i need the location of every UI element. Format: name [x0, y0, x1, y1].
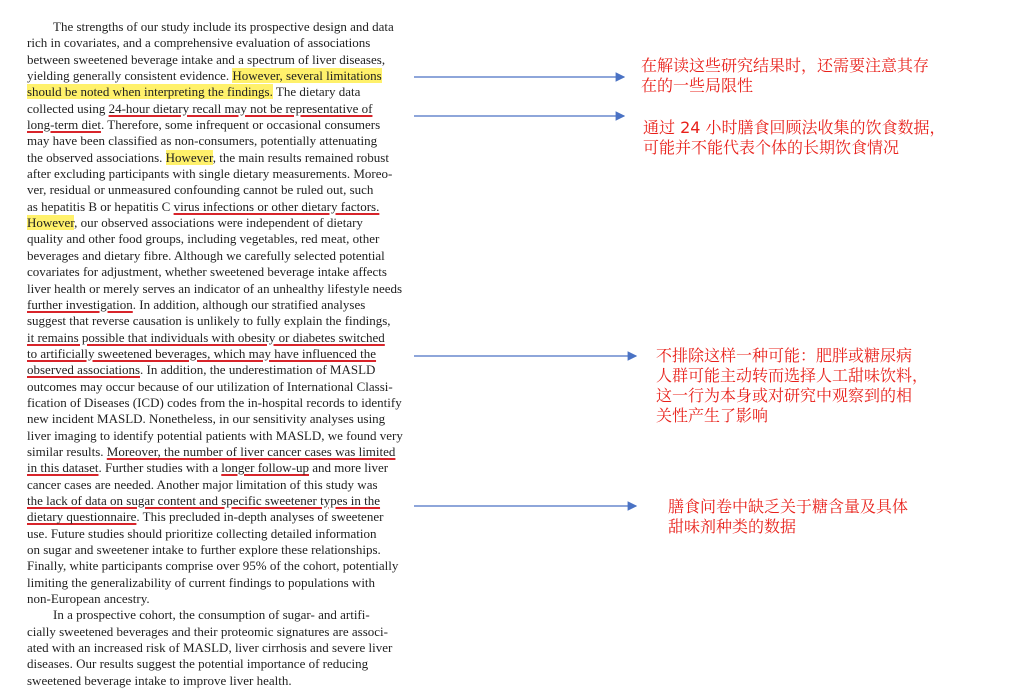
highlighted-text: should be noted when interpreting the findings. [27, 84, 273, 100]
text-run: use. Future studies should prioritize collecting detailed information [27, 525, 377, 541]
annotation-reverse-causation [656, 346, 928, 426]
annotation-line: 关性产生了影响 [656, 406, 769, 425]
annotation-limitations [641, 56, 929, 96]
underlined-text: further investigation [27, 296, 133, 312]
text-run: covariates for adjustment, whether sweetened beverage intake affects [27, 264, 387, 280]
text-run: . Therefore, some infrequent or occasional consumers [101, 117, 381, 133]
annotation-line: 通过 24 小时膳食回顾法收集的饮食数据， [643, 118, 946, 137]
text-run: . This precluded in-depth analyses of sweetener [136, 509, 384, 525]
text-run: similar results. [27, 443, 107, 459]
annotation-line: 膳食问卷中缺乏关于糖含量及具体 [668, 497, 909, 516]
text-run: new incident MASLD. Nonetheless, in our sensitivity analyses using [27, 411, 386, 427]
text-run: suggest that reverse causation is unlikely to fully explain the findings, [27, 313, 391, 329]
text-run: as hepatitis B or hepatitis C [27, 198, 174, 214]
annotation-line: 甜味剂种类的数据 [668, 517, 797, 536]
annotation-line: 人群可能主动转而选择人工甜味饮料， [656, 366, 929, 385]
underlined-text: 24-hour dietary recall may not be representative of [108, 100, 373, 116]
text-run: cially sweetened beverages and their proteomic signatures are associ- [27, 623, 388, 639]
text-run: Finally, white participants comprise over 95% of the cohort, potentially [27, 558, 399, 574]
annotation-line: 可能并不能代表个体的长期饮食情况 [643, 138, 900, 157]
underlined-text: longer follow-up [221, 460, 309, 476]
underlined-text: it remains possible that individuals with obesity or diabetes switched [27, 329, 385, 345]
underlined-text: dietary questionnaire [27, 509, 137, 525]
text-run: cancer cases are needed. Another major limitation of this study was [27, 476, 378, 492]
underlined-text: Moreover, the number of liver cancer cases was limited [106, 443, 396, 459]
text-run: fication of Diseases (ICD) codes from the in-hospital records to identify [27, 394, 402, 410]
underlined-text: long-term diet [27, 117, 102, 133]
text-run: liver health or merely serves an indicator of an unhealthy lifestyle needs [27, 280, 403, 296]
text-run: may have been classified as non-consumers, potentially attenuating [27, 133, 378, 149]
text-run: rich in covariates, and a comprehensive evaluation of associations [27, 35, 371, 51]
text-run: ated with an increased risk of MASLD, liver cirrhosis and severe liver [27, 640, 393, 656]
text-run: between sweetened beverage intake and a spectrum of liver diseases, [27, 51, 386, 67]
underlined-text: observed associations [27, 362, 141, 378]
text-run: quality and other food groups, including vegetables, red meat, other [27, 231, 380, 247]
text-run: . In addition, the underestimation of MASLD [140, 362, 376, 378]
text-run: . In addition, although our stratified analyses [132, 296, 366, 312]
text-run: . Further studies with a [98, 460, 222, 476]
underlined-text: the lack of data on sugar content and specific sweetener types in the [27, 492, 381, 508]
text-run: collected using [27, 100, 109, 116]
text-run: non-European ancestry. [27, 591, 150, 607]
text-run: , our observed associations were independent of dietary [74, 215, 363, 231]
highlighted-text: However [165, 149, 213, 165]
annotation-line: 在的一些局限性 [641, 76, 754, 95]
text-run: yielding generally consistent evidence. [27, 68, 233, 84]
highlighted-text: However, several limitations [232, 68, 382, 84]
annotation-questionnaire [668, 497, 908, 537]
text-run: the observed associations. [27, 149, 166, 165]
text-run: after excluding participants with single dietary measurements. Moreo- [27, 166, 393, 182]
underlined-text: in this dataset [27, 460, 99, 476]
annotation-dietary-recall [643, 118, 946, 158]
text-run: ver, residual or unmeasured confounding cannot be ruled out, such [27, 182, 374, 198]
text-run: diseases. Our results suggest the potential importance of reducing [27, 656, 369, 672]
underlined-text: virus infections or other dietary factors. [173, 198, 380, 214]
text-run: The strengths of our study include its prospective design and data [53, 19, 394, 34]
text-run: sweetened beverage intake to improve liver health. [27, 672, 292, 688]
text-run: , the main results remained robust [212, 149, 389, 165]
underlined-text: to artificially sweetened beverages, which may have influenced the [27, 345, 377, 361]
text-run: outcomes may occur because of our utilization of International Classi- [27, 378, 393, 394]
highlighted-text: However [27, 215, 75, 231]
text-run: liver imaging to identify potential patients with MASLD, we found very [27, 427, 403, 443]
text-run: The dietary data [272, 84, 361, 100]
annotation-line: 这一行为本身或对研究中观察到的相 [656, 386, 913, 405]
annotation-line: 在解读这些研究结果时，还需要注意其存 [641, 56, 930, 75]
text-run: In a prospective cohort, the consumption of sugar- and artifi- [53, 607, 370, 623]
annotation-line: 不排除这样一种可能：肥胖或糖尿病 [656, 346, 913, 365]
text-run: on sugar and sweetener intake to further explore these relationships. [27, 542, 381, 557]
text-run: beverages and dietary fibre. Although we carefully selected potential [27, 247, 385, 263]
text-run: limiting the generalizability of current findings to populations with [27, 574, 376, 590]
text-run: and more liver [309, 460, 389, 476]
